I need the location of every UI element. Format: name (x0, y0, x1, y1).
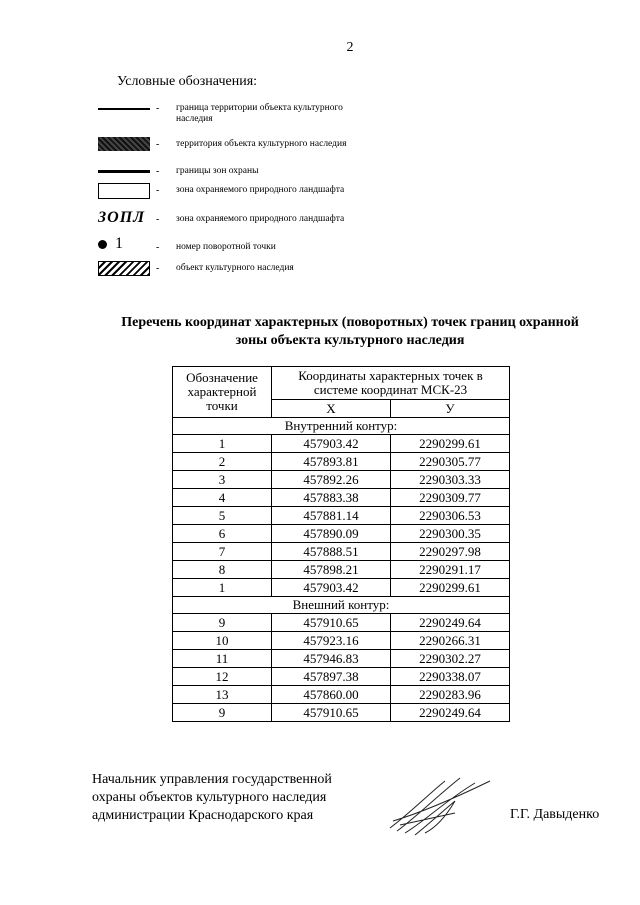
page-number: 2 (346, 40, 354, 55)
point-number-sample: 1 (115, 235, 123, 252)
point-number-cell: 7 (173, 543, 272, 561)
point-number-cell: 6 (173, 525, 272, 543)
header-point-designation: Обозначение характерной точки (173, 367, 272, 418)
point-dot-icon (98, 240, 107, 249)
legend-dash: - (156, 103, 160, 114)
contour-label: Внутренний контур: (173, 418, 510, 435)
y-coordinate-cell: 2290303.33 (391, 471, 510, 489)
legend-text: границы зон охраны (176, 166, 259, 176)
table-row (173, 507, 510, 525)
legend-item-zopl (98, 209, 358, 234)
legend-text: зона охраняемого природного ландшафта (176, 214, 345, 224)
legend-dash: - (156, 185, 160, 196)
legend-text: номер поворотной точки (176, 242, 276, 252)
point-number-cell: 8 (173, 561, 272, 579)
x-coordinate-cell: 457860.00 (272, 686, 391, 704)
legend-item-point-number (98, 235, 358, 262)
handwritten-signature (385, 773, 495, 848)
x-coordinate-cell: 457890.09 (272, 525, 391, 543)
zopl-symbol: ЗОПЛ (98, 209, 146, 226)
table-row (173, 435, 510, 453)
point-number-cell: 1 (173, 435, 272, 453)
table-row (173, 614, 510, 632)
legend-item-heritage-boundary (98, 101, 358, 123)
x-coordinate-cell: 457910.65 (272, 614, 391, 632)
point-number-cell: 13 (173, 686, 272, 704)
table-row (173, 561, 510, 579)
table-row (173, 489, 510, 507)
table-row (173, 704, 510, 722)
y-coordinate-cell: 2290338.07 (391, 668, 510, 686)
y-coordinate-cell: 2290249.64 (391, 614, 510, 632)
legend-item-heritage-object (98, 261, 358, 283)
x-coordinate-cell: 457903.42 (272, 579, 391, 597)
header-x: Х (272, 400, 391, 418)
heading-line-2: зоны объекта культурного наследия (235, 333, 465, 348)
legend-dash: - (156, 263, 160, 274)
x-coordinate-cell: 457881.14 (272, 507, 391, 525)
x-coordinate-cell: 457898.21 (272, 561, 391, 579)
y-coordinate-cell: 2290266.31 (391, 632, 510, 650)
header-coordinates: Координаты характерных точек в системе координат МСК-23 (272, 367, 510, 400)
x-coordinate-cell: 457893.81 (272, 453, 391, 471)
point-number-cell: 1 (173, 579, 272, 597)
table-row (173, 453, 510, 471)
legend-text: зона охраняемого природного ландшафта (176, 185, 345, 195)
y-coordinate-cell: 2290299.61 (391, 579, 510, 597)
y-coordinate-cell: 2290299.61 (391, 435, 510, 453)
x-coordinate-cell: 457903.42 (272, 435, 391, 453)
point-number-cell: 10 (173, 632, 272, 650)
y-coordinate-cell: 2290291.17 (391, 561, 510, 579)
signatory-line-3: администрации Краснодарского края (92, 808, 314, 823)
x-coordinate-cell: 457883.38 (272, 489, 391, 507)
legend-text: объект культурного наследия (176, 263, 294, 273)
table-row (173, 525, 510, 543)
header-y: У (391, 400, 510, 418)
legend-dash: - (156, 242, 160, 253)
legend-dash: - (156, 139, 160, 150)
table-row (173, 471, 510, 489)
legend-item-landscape-zone (98, 183, 358, 205)
outer-contour-row (173, 597, 510, 614)
point-symbol (98, 235, 123, 253)
point-number-cell: 3 (173, 471, 272, 489)
table-row (173, 632, 510, 650)
point-number-cell: 9 (173, 704, 272, 722)
coordinates-table (172, 366, 510, 722)
contour-label: Внешний контур: (173, 597, 510, 614)
point-number-cell: 9 (173, 614, 272, 632)
x-coordinate-cell: 457923.16 (272, 632, 391, 650)
legend-text: граница территории объекта культурного наследия (176, 103, 343, 124)
y-coordinate-cell: 2290300.35 (391, 525, 510, 543)
table-row (173, 543, 510, 561)
legend-dash: - (156, 166, 160, 177)
thin-line-symbol (98, 108, 150, 110)
y-coordinate-cell: 2290297.98 (391, 543, 510, 561)
x-coordinate-cell: 457910.65 (272, 704, 391, 722)
heading-line-1: Перечень координат характерных (поворотных) точек границ охранной (121, 315, 579, 330)
x-coordinate-cell: 457888.51 (272, 543, 391, 561)
point-number-cell: 11 (173, 650, 272, 668)
signatory-line-1: Начальник управления государственной (92, 772, 332, 787)
table-row (173, 686, 510, 704)
point-number-cell: 2 (173, 453, 272, 471)
y-coordinate-cell: 2290249.64 (391, 704, 510, 722)
table-row (173, 650, 510, 668)
empty-box-symbol (98, 183, 150, 199)
thick-line-symbol (98, 170, 150, 173)
y-coordinate-cell: 2290283.96 (391, 686, 510, 704)
table-row (173, 579, 510, 597)
point-number-cell: 5 (173, 507, 272, 525)
y-coordinate-cell: 2290302.27 (391, 650, 510, 668)
point-number-cell: 4 (173, 489, 272, 507)
legend-item-heritage-territory (98, 137, 358, 159)
hatched-box-symbol (98, 261, 150, 276)
legend-title: Условные обозначения: (117, 74, 258, 89)
legend-dash: - (156, 214, 160, 225)
x-coordinate-cell: 457897.38 (272, 668, 391, 686)
y-coordinate-cell: 2290305.77 (391, 453, 510, 471)
table-header-row (173, 367, 510, 400)
y-coordinate-cell: 2290306.53 (391, 507, 510, 525)
signatory-title (92, 771, 332, 825)
y-coordinate-cell: 2290309.77 (391, 489, 510, 507)
x-coordinate-cell: 457946.83 (272, 650, 391, 668)
point-number-cell: 12 (173, 668, 272, 686)
signatory-name: Г.Г. Давыденко (510, 807, 600, 822)
inner-contour-row (173, 418, 510, 435)
table-row (173, 668, 510, 686)
dark-fill-symbol (98, 137, 150, 151)
x-coordinate-cell: 457892.26 (272, 471, 391, 489)
signatory-line-2: охраны объектов культурного наследия (92, 790, 327, 805)
document-heading (60, 314, 640, 350)
legend-text: территория объекта культурного наследия (176, 139, 347, 149)
